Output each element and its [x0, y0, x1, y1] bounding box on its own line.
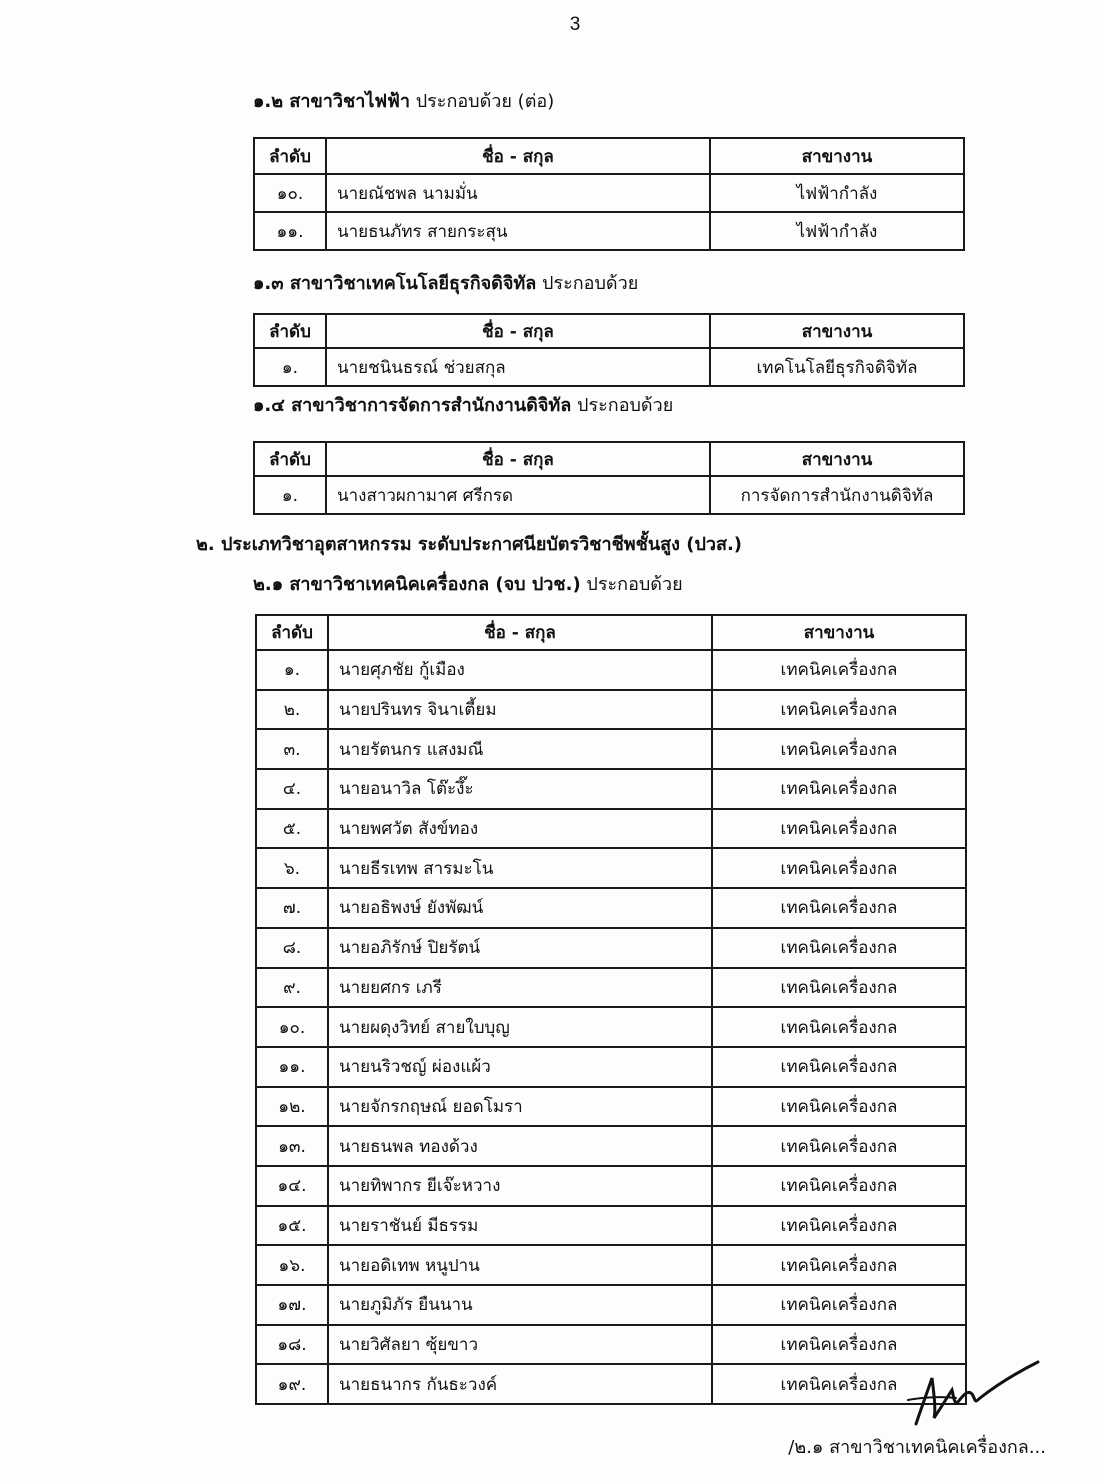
section-heading-2 — [196, 533, 742, 557]
row-name: นายยศกร เภรี — [328, 968, 712, 1008]
row-name: นางสาวผกามาศ ศรีกรด — [326, 476, 710, 514]
table-row — [256, 1007, 966, 1047]
row-order: ๙. — [256, 968, 328, 1008]
table-body — [254, 476, 964, 514]
row-order: ๑๙. — [256, 1364, 328, 1404]
row-name: นายธีรเทพ สารมะโน — [328, 848, 712, 888]
table-row — [256, 729, 966, 769]
section-title-suffix: ประกอบด้วย — [536, 273, 639, 294]
row-branch: เทคนิคเครื่องกล — [712, 729, 966, 769]
row-name: นายอธิพงษ์ ยังพัฒน์ — [328, 888, 712, 928]
row-name: นายอภิรักษ์ ปิยรัตน์ — [328, 928, 712, 968]
header-order: ลำดับ — [254, 314, 326, 348]
header-name: ชื่อ - สกุล — [326, 314, 710, 348]
row-branch: เทคนิคเครื่องกล — [712, 928, 966, 968]
table-row — [256, 1047, 966, 1087]
row-order: ๘. — [256, 928, 328, 968]
header-order: ลำดับ — [256, 615, 328, 650]
row-name: นายอดิเทพ หนูปาน — [328, 1245, 712, 1285]
row-name: นายปรินทร จินาเตี้ยม — [328, 690, 712, 730]
row-name: นายธนพล ทองด้วง — [328, 1126, 712, 1166]
row-name: นายภูมิภัร ยืนนาน — [328, 1285, 712, 1325]
row-branch: เทคนิคเครื่องกล — [712, 1285, 966, 1325]
row-order: ๑๐. — [254, 174, 326, 212]
section-title-suffix: ประกอบด้วย — [571, 395, 674, 416]
table-header-row — [254, 314, 964, 348]
row-branch: เทคนิคเครื่องกล — [712, 848, 966, 888]
section-heading-1-3 — [253, 272, 638, 296]
table-row — [256, 1364, 966, 1404]
table-row — [254, 348, 964, 386]
table-row — [256, 1285, 966, 1325]
row-name: นายชนินธรณ์ ช่วยสกุล — [326, 348, 710, 386]
header-branch: สาขางาน — [710, 442, 964, 476]
row-order: ๑๕. — [256, 1206, 328, 1246]
header-branch: สาขางาน — [710, 138, 964, 174]
row-branch: เทคนิคเครื่องกล — [712, 1245, 966, 1285]
row-order: ๒. — [256, 690, 328, 730]
row-branch: เทคนิคเครื่องกล — [712, 809, 966, 849]
row-name: นายธนากร กันธะวงค์ — [328, 1364, 712, 1404]
row-order: ๑๓. — [256, 1126, 328, 1166]
row-branch: เทคนิคเครื่องกล — [712, 1166, 966, 1206]
table-row — [256, 1245, 966, 1285]
continuation-note: /๒.๑ สาขาวิชาเทคนิคเครื่องกล... — [788, 1437, 1046, 1458]
header-name: ชื่อ - สกุล — [326, 138, 710, 174]
row-order: ๑๑. — [256, 1047, 328, 1087]
row-name: นายจักรกฤษณ์ ยอดโมรา — [328, 1087, 712, 1127]
page-number: 3 — [569, 14, 581, 35]
row-branch: เทคนิคเครื่องกล — [712, 1126, 966, 1166]
table-row — [256, 690, 966, 730]
section-heading-1-4 — [253, 394, 673, 418]
table-row — [256, 888, 966, 928]
table-header-row — [254, 442, 964, 476]
section-heading-2-1 — [253, 573, 683, 597]
row-order: ๑๘. — [256, 1325, 328, 1365]
table-body — [254, 174, 964, 250]
section-heading-1-2 — [253, 90, 554, 114]
handwritten-signature — [898, 1354, 1048, 1434]
row-order: ๕. — [256, 809, 328, 849]
row-order: ๑. — [254, 476, 326, 514]
row-branch: ไฟฟ้ากำลัง — [710, 212, 964, 250]
table-digital-office — [253, 441, 965, 515]
table-mechanical — [255, 614, 967, 1405]
row-branch: เทคนิคเครื่องกล — [712, 1364, 966, 1404]
row-name: นายอนาวิล โต๊ะงึ๊ะ — [328, 769, 712, 809]
table-row — [256, 809, 966, 849]
row-name: นายราชันย์ มีธรรม — [328, 1206, 712, 1246]
row-branch: เทคนิคเครื่องกล — [712, 650, 966, 690]
row-order: ๑. — [254, 348, 326, 386]
row-branch: เทคนิคเครื่องกล — [712, 1087, 966, 1127]
table-row — [254, 476, 964, 514]
table-row — [256, 1206, 966, 1246]
row-order: ๑๗. — [256, 1285, 328, 1325]
row-name: นายรัตนกร แสงมณี — [328, 729, 712, 769]
header-branch: สาขางาน — [712, 615, 966, 650]
table-body — [254, 348, 964, 386]
table-row — [254, 174, 964, 212]
section-title: ๑.๒ สาขาวิชาไฟฟ้า — [253, 91, 410, 112]
table-row — [254, 212, 964, 250]
row-order: ๑๐. — [256, 1007, 328, 1047]
section-title: ๑.๔ สาขาวิชาการจัดการสำนักงานดิจิทัล — [253, 395, 572, 416]
table-header-row — [256, 615, 966, 650]
row-order: ๗. — [256, 888, 328, 928]
row-name: นายนริวชญ์ ผ่องแผ้ว — [328, 1047, 712, 1087]
row-order: ๑๔. — [256, 1166, 328, 1206]
row-branch: การจัดการสำนักงานดิจิทัล — [710, 476, 964, 514]
table-header-row — [254, 138, 964, 174]
row-branch: เทคนิคเครื่องกล — [712, 888, 966, 928]
section-title: ๑.๓ สาขาวิชาเทคโนโลยีธุรกิจดิจิทัล — [253, 273, 537, 294]
row-branch: เทคนิคเครื่องกล — [712, 1047, 966, 1087]
section-title: ๒. ประเภทวิชาอุตสาหกรรม ระดับประกาศนียบัตรวิชาชีพชั้นสูง (ปวส.) — [196, 534, 743, 555]
row-order: ๓. — [256, 729, 328, 769]
header-name: ชื่อ - สกุล — [328, 615, 712, 650]
row-branch: เทคนิคเครื่องกล — [712, 690, 966, 730]
row-name: นายศุภชัย กู้เมือง — [328, 650, 712, 690]
row-branch: ไฟฟ้ากำลัง — [710, 174, 964, 212]
row-name: นายทิพากร ยีเจ๊ะหวาง — [328, 1166, 712, 1206]
table-digital-business — [253, 313, 965, 387]
row-order: ๑๖. — [256, 1245, 328, 1285]
table-row — [256, 1126, 966, 1166]
table-row — [256, 1325, 966, 1365]
row-branch: เทคนิคเครื่องกล — [712, 769, 966, 809]
row-name: นายวิศัลยา ซุ้ยขาว — [328, 1325, 712, 1365]
row-name: นายพศวัต สังข์ทอง — [328, 809, 712, 849]
row-branch: เทคโนโลยีธุรกิจดิจิทัล — [710, 348, 964, 386]
table-row — [256, 1087, 966, 1127]
header-name: ชื่อ - สกุล — [326, 442, 710, 476]
table-electrical — [253, 137, 965, 251]
row-name: นายผดุงวิทย์ สายใบบุญ — [328, 1007, 712, 1047]
table-row — [256, 1166, 966, 1206]
header-branch: สาขางาน — [710, 314, 964, 348]
row-order: ๑๒. — [256, 1087, 328, 1127]
row-name: นายณัชพล นามมั่น — [326, 174, 710, 212]
header-order: ลำดับ — [254, 138, 326, 174]
table-row — [256, 848, 966, 888]
row-branch: เทคนิคเครื่องกล — [712, 1007, 966, 1047]
section-title: ๒.๑ สาขาวิชาเทคนิคเครื่องกล (จบ ปวช.) — [253, 574, 581, 595]
row-order: ๔. — [256, 769, 328, 809]
table-row — [256, 650, 966, 690]
row-branch: เทคนิคเครื่องกล — [712, 968, 966, 1008]
table-body — [256, 650, 966, 1404]
section-title-suffix: ประกอบด้วย (ต่อ) — [409, 91, 555, 112]
table-row — [256, 928, 966, 968]
row-order: ๖. — [256, 848, 328, 888]
row-branch: เทคนิคเครื่องกล — [712, 1325, 966, 1365]
header-order: ลำดับ — [254, 442, 326, 476]
table-row — [256, 769, 966, 809]
table-row — [256, 968, 966, 1008]
row-order: ๑๑. — [254, 212, 326, 250]
section-title-suffix: ประกอบด้วย — [580, 574, 683, 595]
row-branch: เทคนิคเครื่องกล — [712, 1206, 966, 1246]
row-order: ๑. — [256, 650, 328, 690]
row-name: นายธนภัทร สายกระสุน — [326, 212, 710, 250]
